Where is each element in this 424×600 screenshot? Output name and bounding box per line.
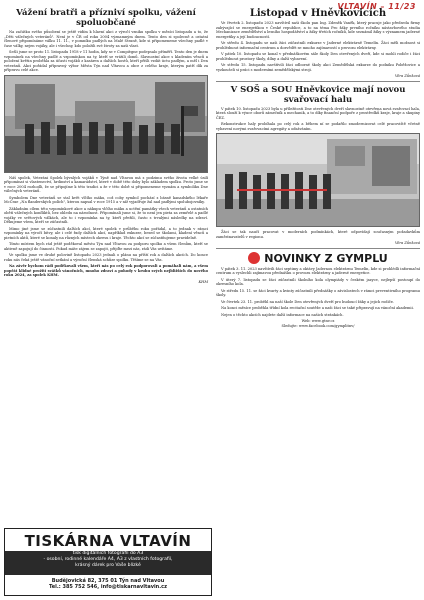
ad-address [5, 578, 211, 590]
paragraph: Symbolem Dne veteránů se stal květ vlčího máku, což coby symbol pochází z básně kanadského lékaře McCrae „Na flanderských polích", kterou napsal v roce 1915 a v níž vyjadřuje žal nad padlými spolubojovníky. [4, 195, 208, 204]
gymplu-header [216, 252, 420, 265]
ad-band [5, 551, 211, 575]
signature: Věra Zůnková [394, 74, 420, 78]
article-title-hala: V SOŠ a SOU Hněvkovice mají novou svařovací halu [230, 84, 406, 105]
paragraph: Žáci se tak naučí pracovat v moderních podmínkách, které odpovídají současným požadavkům zaměstnavatelů v regionu. [216, 230, 420, 239]
paragraph: V pátek 10. listopadu 2023 byla u příležitosti Dne otevřených dveří slavnostně otevřena nová svařovací hala, která slouží k výuce oborů zámečník a mechanik, a to díky finanční podpoře z prostředků kraje, kraje a skupiny ČEZ. [216, 106, 420, 120]
photo-hall-opening [216, 133, 420, 227]
paragraph: Ve středu 15. 11. se žáci kvarty a kvinty zúčastnili přednášky o závislostech v rámci preventivního programu školy. [216, 288, 420, 297]
paragraph: Náš spolek, Veteráni Spolek bývalých vojáků v Týně nad Vltavou má z podzimu svého života velké úsilí připomínat si vlastenectví, hrdinství a kamarádství, které v době této doby bylo základem spolku. Proto jsme se v roce 2004 rozhodli, že se připojíme k této tradici a že v této době si připomeneme vyznám a symboliku Dne válečných veteránů. [4, 175, 208, 193]
divider [216, 248, 420, 249]
paragraph: Mimo jiné jsme se zúčastnili dalších akcí, které spolek v průběhu roku pořádal, a to jednak v rámci vzpomínky na výročí bitvy, ale i celé řady dalších akcí, například exkurze, besed se školami, kladení věnců a pietních aktů, které se konaly na různých místech okresu i kraje. Těchto akcí se zúčastňujeme pravidelně. [4, 226, 208, 240]
article-title-veterani: Vážení bratři a přízniví spolku, vážení spoluobčané [16, 8, 196, 28]
paragraph: Ve středu 4. listopadu se naši žáci zúčastnili exkurze v Jaderné elektrárně Temelín. Žáci měli možnost si prohlédnout informační centrum a dozvědět se mnoho zajímavostí o provozu elektrárny. [216, 41, 420, 50]
photo-ceremony [4, 75, 208, 173]
left-column [4, 8, 208, 287]
paragraph: Nejen o těchto akcích najdete další informace na našich stránkách. [221, 312, 344, 317]
signature: Věra Zůnková [394, 241, 420, 245]
paragraph: Ve čtvrtek 23. 11. proběhl na naší škole Den otevřených dveří pro budoucí žáky a jejich rodiče. [221, 299, 394, 304]
ad-contact-line: Tel.: 385 752 546, info@tiskarnavltavin.cz [48, 584, 168, 590]
paragraph: V pátek 10. listopadu se konal v přednáškovém sále školy Den otevřených dveří, kde si mohli rodiče i žáci prohlédnout prostory školy, dílny a další vybavení. [216, 52, 420, 61]
ad-brand: TISKÁRNA VLTAVÍN [24, 532, 192, 550]
divider [216, 81, 420, 82]
paragraph: Ve spolku jsme ve druhé polovině listopadu 2023 jednali o plánu na příští rok a dalších akcích. Do konce roku nás čeká ještě vánoční setkání a výroční členská schůze spolku. Těšíme se na Vás. [4, 253, 208, 262]
gymplu-title: NOVINKY Z GYMPLU [264, 251, 388, 265]
facebook-link[interactable]: Sledujte: www.facebook.com/gymplitnv/ [281, 324, 355, 328]
ad-tiskarna [4, 528, 212, 596]
signature: KHM [198, 279, 208, 284]
paragraph: Ve středu 15. listopadu navštívili žáci odborné školy akci Zemědělská exkurze do podniku Poběžovice a vyzkoušeli si práci s moderními zemědělskými stroji. [216, 63, 420, 72]
paragraph: Základním cílem této vzpomínkové akce a nákupu vlčího máku a uctění památky všech veteránů a ostatních obětí válečných konfliktů, bez ohledu na národnost. Připomínali jsme si, že to není jen pieta za zemřelé a padlé vojáky ve světových válkách, ale to i vzpomínka na ty, kteří přežili, často s trvalými následky na zdraví. Děkujeme všem, kteří se zúčastnili. [4, 206, 208, 224]
ad-line: krásný dárek pro Vaše blízké [75, 563, 141, 568]
paragraph: Na začátku svého působení se ještě vidím k hlavní akci z výročí vzniku spolku v měsíci listopadu a to, že „Děti válečných veteránů". Není je v ČR od roku 2004 významným dnem. Tento den si spolecně a ostatní členové připomínáme válku 11. 11., v pomníku padlých na Malé Straně, kde si připomeneme všechny padlé v čase války, nejen vojáky, ale i všechny, kdo položili své životy za naši vlast. [4, 30, 208, 48]
paragraph: Sešli jsme se proto 11. listopadu 1918 v 11 hodin, kdy se v Compiègne podepsalo příměří. Tento den je dnem vzpomínek na všechny padlé a vzpomínkou na ty, kteří se vrátili domů. Slavnostní akce s kladením věnců a položení květin proběhla za účasti vojáků z kasáren a dalších hostů, kteří přišli vzdát úctu padlým, a měl i Den veteránů. Akci pořádal přípravný výbor Města Týn nad Vltavou a obce z celého kraje, kterým patří dík za přípravu celé akce. [4, 50, 208, 72]
paragraph: Tímto místem bych rád ještě poděkoval městu Týn nad Vltavou za podporu spolku a všem členům, kteří se aktivně zapojují do činnosti. Pokud máte zájem se zapojit, přijďte mezi nás, rádi Vás uvítáme. [4, 242, 208, 251]
web-link[interactable]: Web: www.gtnv.cz [301, 319, 335, 323]
paragraph: V pátek 3. 11. 2023 navštívili žáci septimy a oktávy Jadernou elektrárnu Temelín, kde si prohlédli informační centrum a vyslechli zajímavou přednášku o provozu elektrárny a jaderné energetice. [216, 266, 420, 275]
paragraph: Rekonstrukce haly probíhala po celý rok a během ní se podařilo zmodernizovat celé pracoviště včetně vybavení novými svařovacími agregáty a odsáváním. [216, 122, 420, 131]
masthead-title: VLTAVÍN – 11/23 [337, 2, 416, 11]
article-title-listopad: Listopad v Hněvkovicích [249, 8, 387, 19]
paragraph: Ve čtvrtek 2. listopadu 2023 navštívil naši školu pan Ing. Zdeněk Vaněk, který pracuje jako předseda firmy zabývající se energetikou v České republice, a to na téma Pro žáky prvního ročníku nástavbového studia Mechanizace zemědělství a lesního hospodářství a žáky třetích ročníků, kde seznámil žáky s významem jaderné energetiky a její budoucností. [216, 21, 420, 39]
ad-address-line: Budějovická 82, 375 01 Týn nad Vltavou [51, 578, 165, 584]
paragraph-closing: Na závěr bychom rádi poděkovali všem, kteří nás po celý rok podporovali a pomáhali nám, a všem popřát klidné prožití svátků vánočních, mnoho zdraví a pohody v kruhu svých nejbližších do nového roku 2024, za spolek KHM. [4, 264, 208, 277]
ad-line: tisk digitálních fotografií do A3 [72, 551, 144, 556]
ad-line: - osobní, rodinné kalendáře A4, A3 z vlastních fotografií, [43, 557, 173, 562]
gymplu-logo-icon [248, 252, 260, 264]
paragraph: Na konci měsíce proběhla třídní kola recitační soutěže a naši žáci se také připravují na vánoční akademii. [221, 306, 414, 310]
paragraph: V úterý 7. listopadu se žáci zúčastnili školního kola olympiády v českém jazyce, nejlepší postoupí do okresního kola. [216, 277, 420, 286]
right-column [216, 8, 420, 329]
